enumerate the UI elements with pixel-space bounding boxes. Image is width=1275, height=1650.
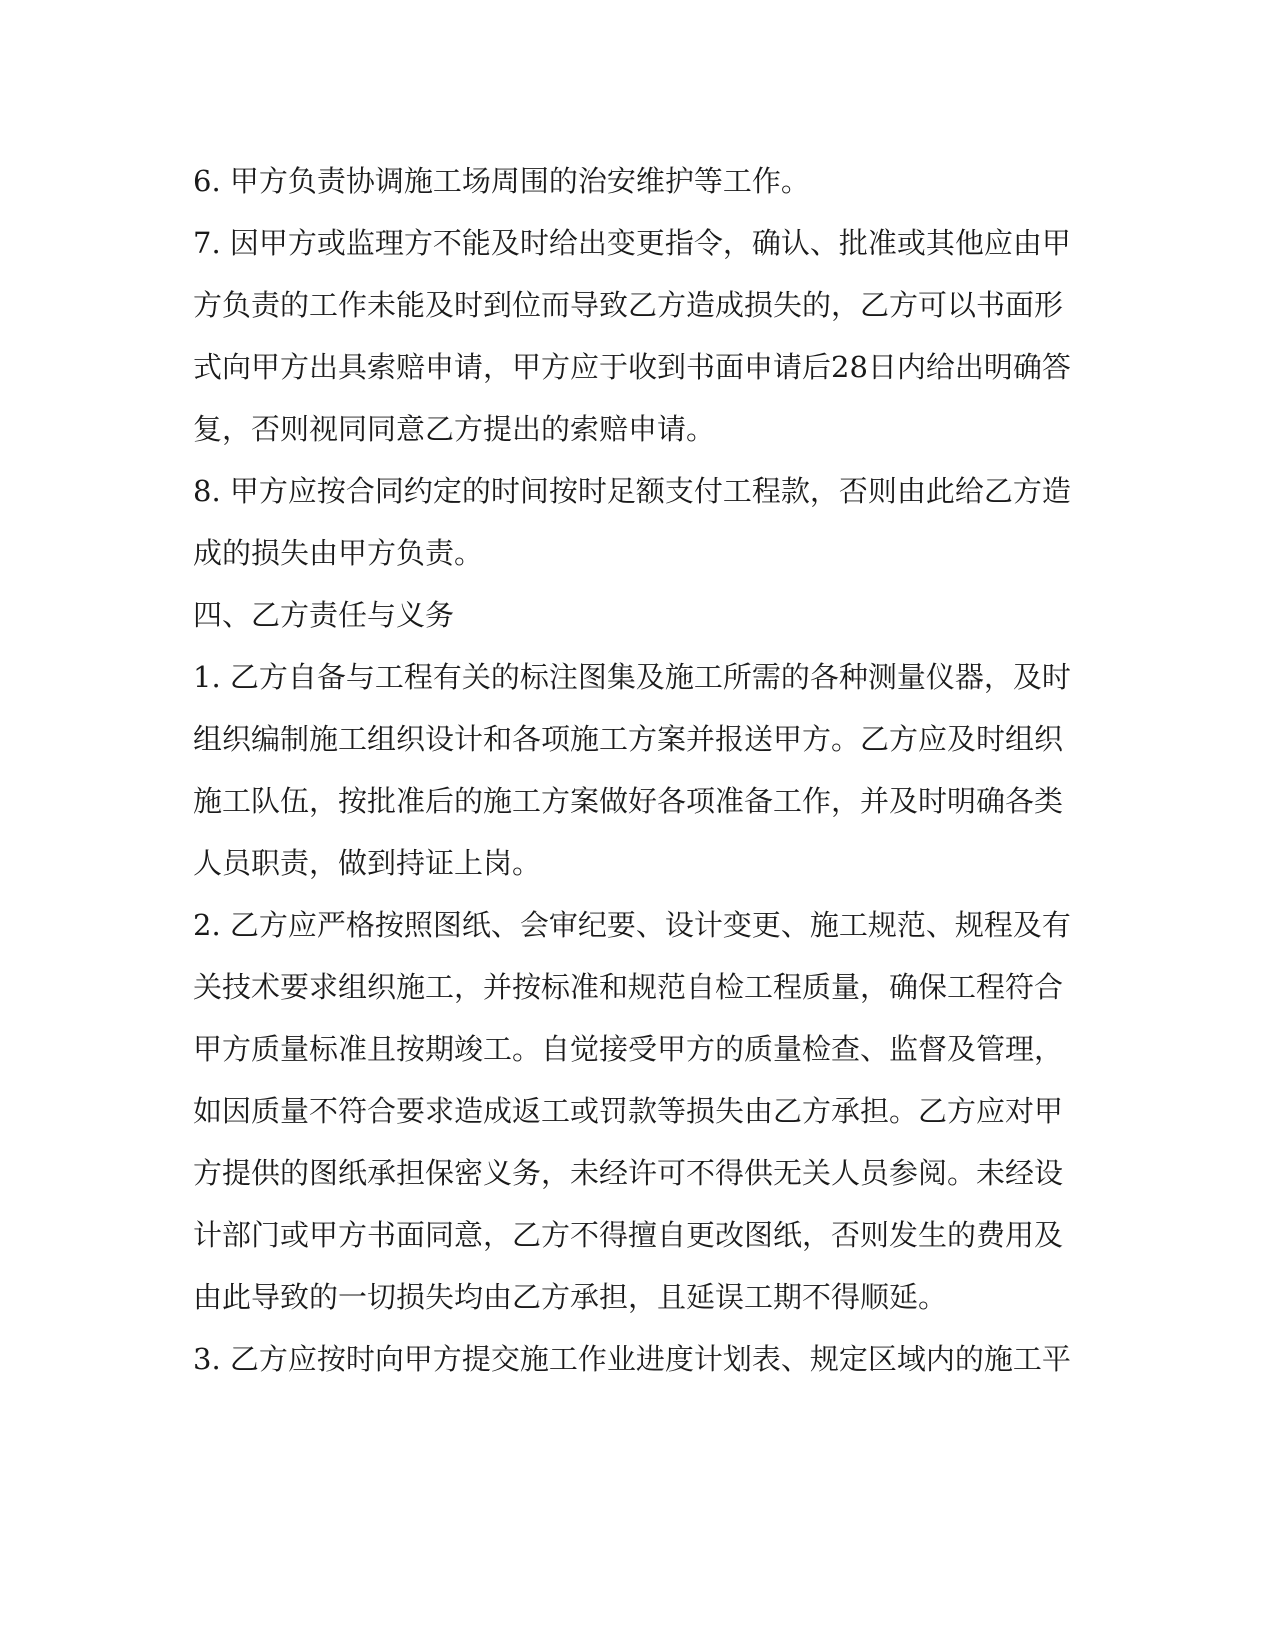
paragraph-line: 人员职责，做到持证上岗。 [193,846,542,880]
paragraph-line: 方负责的工作未能及时到位而导致乙方造成损失的，乙方可以书面形 [193,288,1064,322]
paragraph-line: 复，否则视同同意乙方提出的索赔申请。 [193,412,716,446]
paragraph-line: 7. 因甲方或监理方不能及时给出变更指令，确认、批准或其他应由甲 [193,226,1071,260]
paragraph-line: 计部门或甲方书面同意，乙方不得擅自更改图纸，否则发生的费用及 [193,1218,1064,1252]
paragraph-line: 组织编制施工组织设计和各项施工方案并报送甲方。乙方应及时组织 [193,722,1064,756]
section-heading: 四、乙方责任与义务 [193,598,455,632]
paragraph-line: 6. 甲方负责协调施工场周围的治安维护等工作。 [193,164,810,198]
paragraph-line: 甲方质量标准且按期竣工。自觉接受甲方的质量检查、监督及管理， [193,1032,1064,1066]
paragraph-line: 关技术要求组织施工，并按标准和规范自检工程质量，确保工程符合 [193,970,1064,1004]
paragraph-line: 施工队伍，按批准后的施工方案做好各项准备工作，并及时明确各类 [193,784,1064,818]
paragraph-line: 8. 甲方应按合同约定的时间按时足额支付工程款，否则由此给乙方造 [193,474,1071,508]
paragraph-line: 成的损失由甲方负责。 [193,536,484,570]
paragraph-line: 2. 乙方应严格按照图纸、会审纪要、设计变更、施工规范、规程及有 [193,908,1071,942]
paragraph-line: 方提供的图纸承担保密义务，未经许可不得供无关人员参阅。未经设 [193,1156,1064,1190]
paragraph-line: 如因质量不符合要求造成返工或罚款等损失由乙方承担。乙方应对甲 [193,1094,1064,1128]
paragraph-line: 3. 乙方应按时向甲方提交施工作业进度计划表、规定区域内的施工平 [193,1342,1071,1376]
paragraph-line: 1. 乙方自备与工程有关的标注图集及施工所需的各种测量仪器，及时 [193,660,1071,694]
paragraph-line: 式向甲方出具索赔申请，甲方应于收到书面申请后28日内给出明确答 [193,350,1071,384]
paragraph-line: 由此导致的一切损失均由乙方承担，且延误工期不得顺延。 [193,1280,948,1314]
